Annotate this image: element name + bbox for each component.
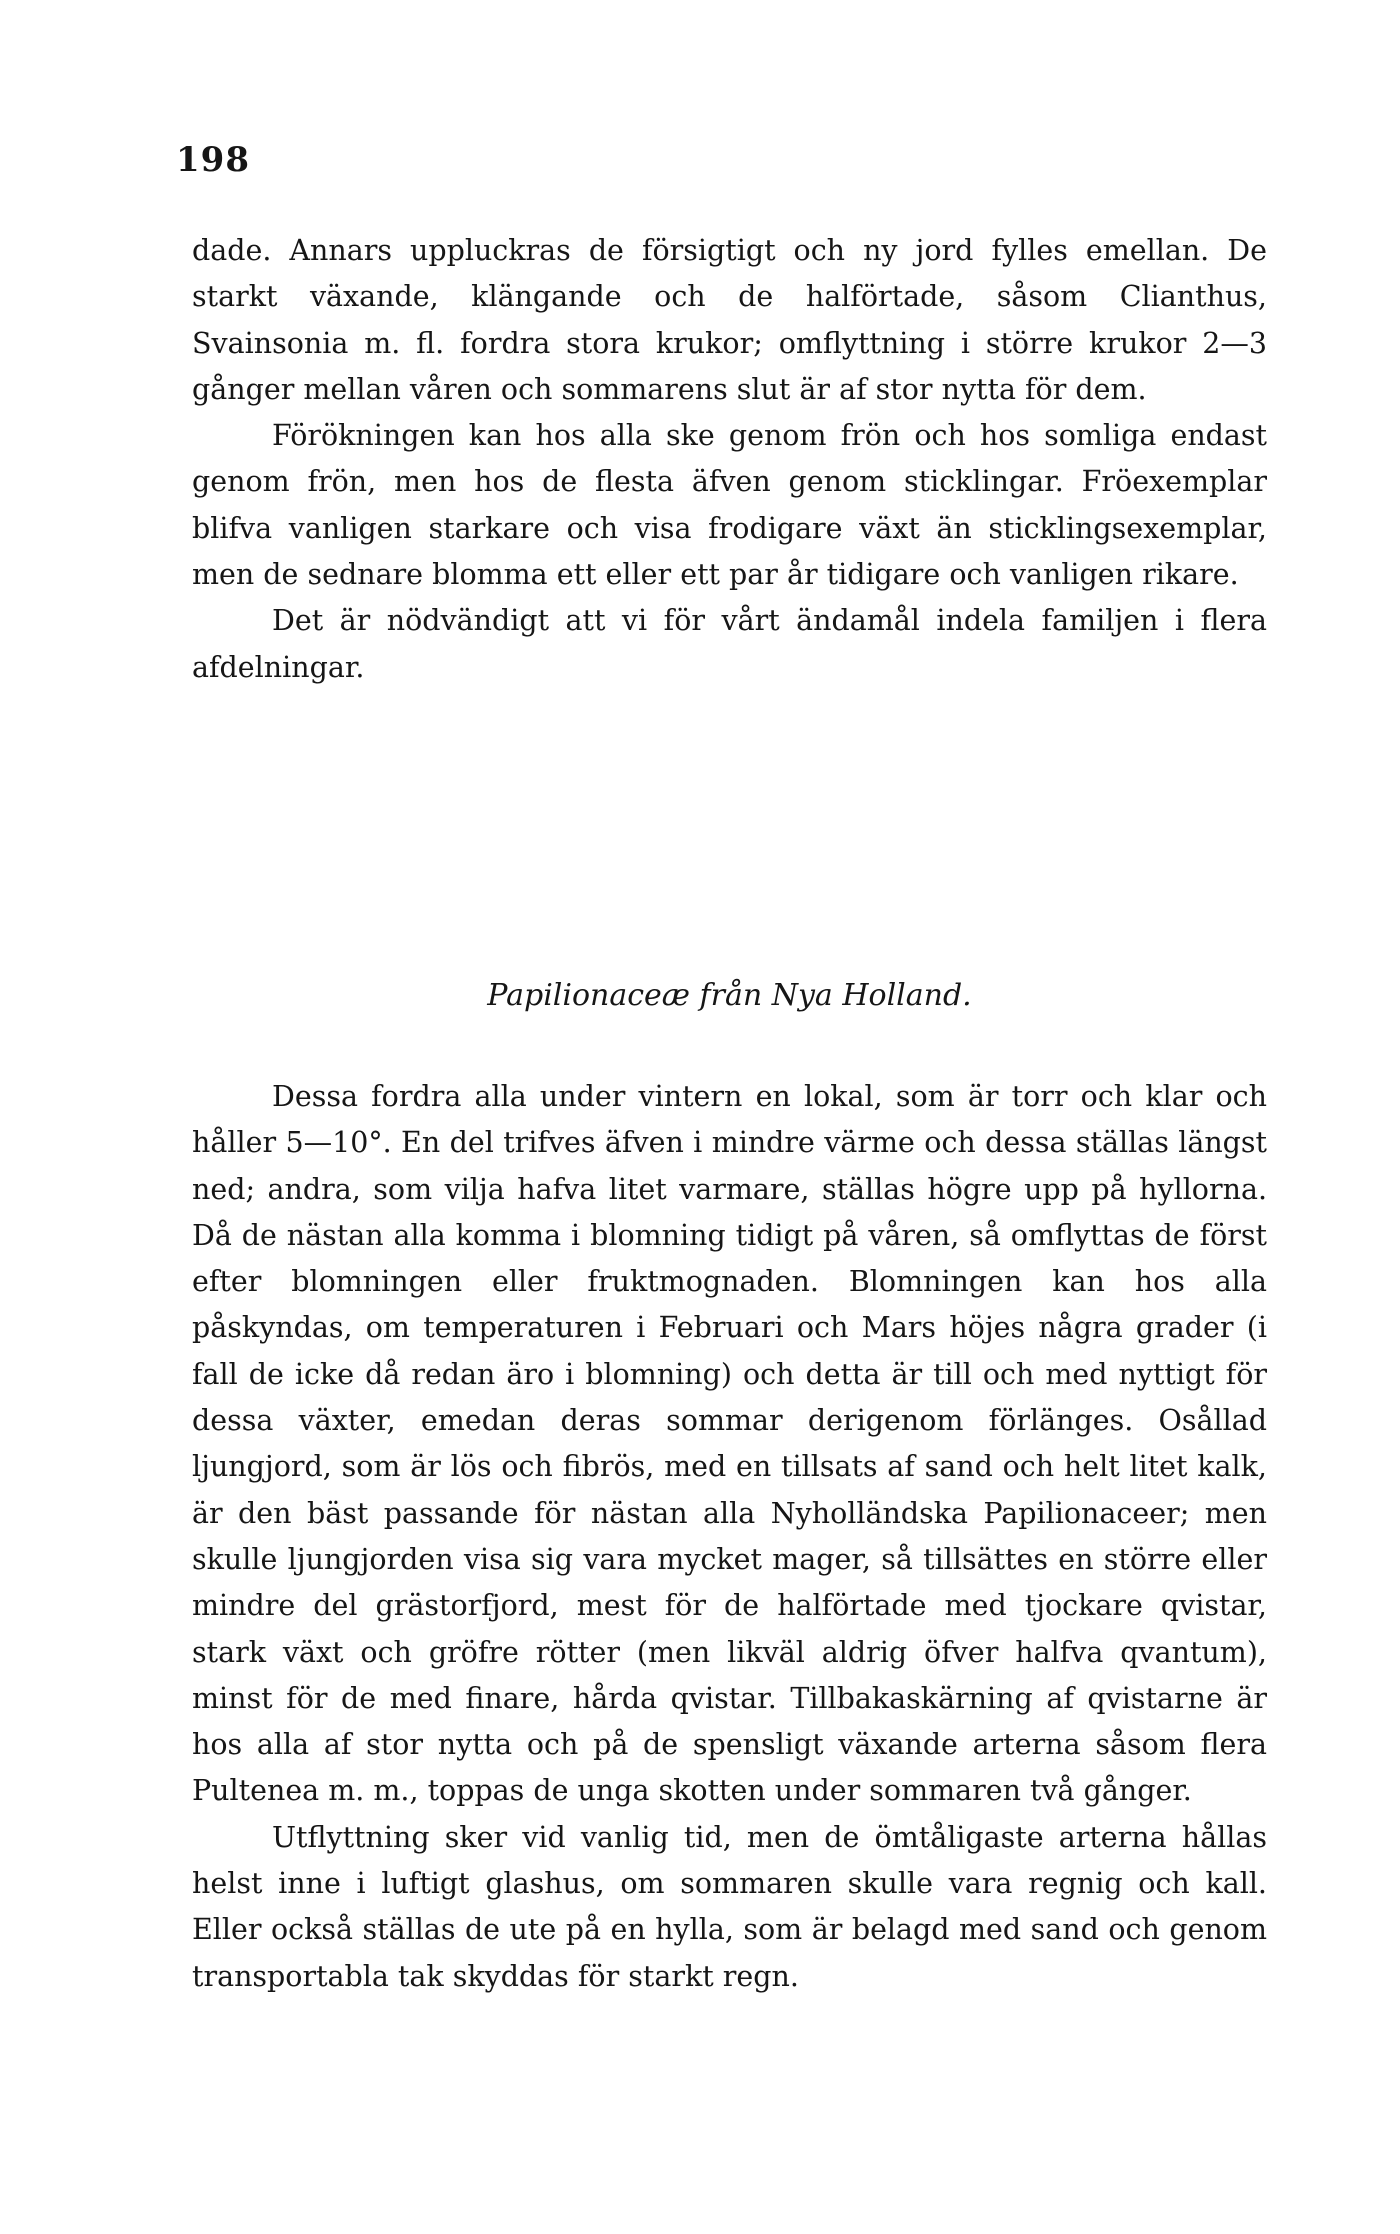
paragraph: dade. Annars uppluckras de försigtigt och ny jord fylles emellan. De starkt växande, klängande och de halförtade, såsom Clianthus, Svainsonia m. fl. fordra stora krukor; omflyttning i större krukor 2—3 gånger mellan våren och sommarens slut är af stor nytta för dem. [192,234,1267,406]
section-heading: Papilionaceæ från Nya Holland. [487,978,972,1013]
paragraph: Dessa fordra alla under vintern en lokal, som är torr och klar och håller 5—10°. En del trifves äfven i mindre värme och dessa ställas längst ned; andra, som vilja hafva litet varmare, ställas högre upp på hyllorna. Då de nästan alla komma i blomning tidigt på våren, så omflyttas de först efter blomningen eller fruktmognaden. Blomningen kan hos alla påskyndas, om temperaturen i Februari och Mars höjes några grader (i fall de icke då redan äro i blomning) och detta är till och med nyttigt för dessa växter, emedan deras sommar derigenom förlänges. Osållad ljungjord, som är lös och fibrös, med en tillsats af sand och helt litet kalk, är den bäst passande för nästan alla Nyholländska Papilionaceer; men skulle ljungjorden visa sig vara mycket mager, så tillsättes en större eller mindre del grästorfjord, mest för de halförtade med tjockare qvistar, stark växt och gröfre rötter (men likväl aldrig öfver halfva qvantum), minst för de med finare, hårda qvistar. Tillbakaskärning af qvistarne är hos alla af stor nytta och på de spensligt växande arterna såsom flera Pultenea m. m., toppas de unga skotten under sommaren två gånger. [192,1080,1267,1808]
paragraph: Förökningen kan hos alla ske genom frön och hos somliga endast genom frön, men hos de flesta äfven genom sticklingar. Fröexemplar blifva vanligen starkare och visa frodigare växt än sticklingsexemplar, men de sednare blomma ett eller ett par år tidigare och vanligen rikare. [192,419,1267,592]
body-text-top [192,228,1267,691]
page-number: 198 [176,140,250,180]
paragraph: Utflyttning sker vid vanlig tid, men de ömtåligaste arterna hållas helst inne i luftigt glashus, om sommaren skulle vara regnig och kall. Eller också ställas de ute på en hylla, som är belagd med sand och genom transportabla tak skyddas för starkt regn. [192,1820,1267,1993]
body-text-bottom [192,1074,1267,2000]
paragraph: Det är nödvändigt att vi för vårt ändamål indela familjen i flera afdelningar. [192,604,1267,684]
